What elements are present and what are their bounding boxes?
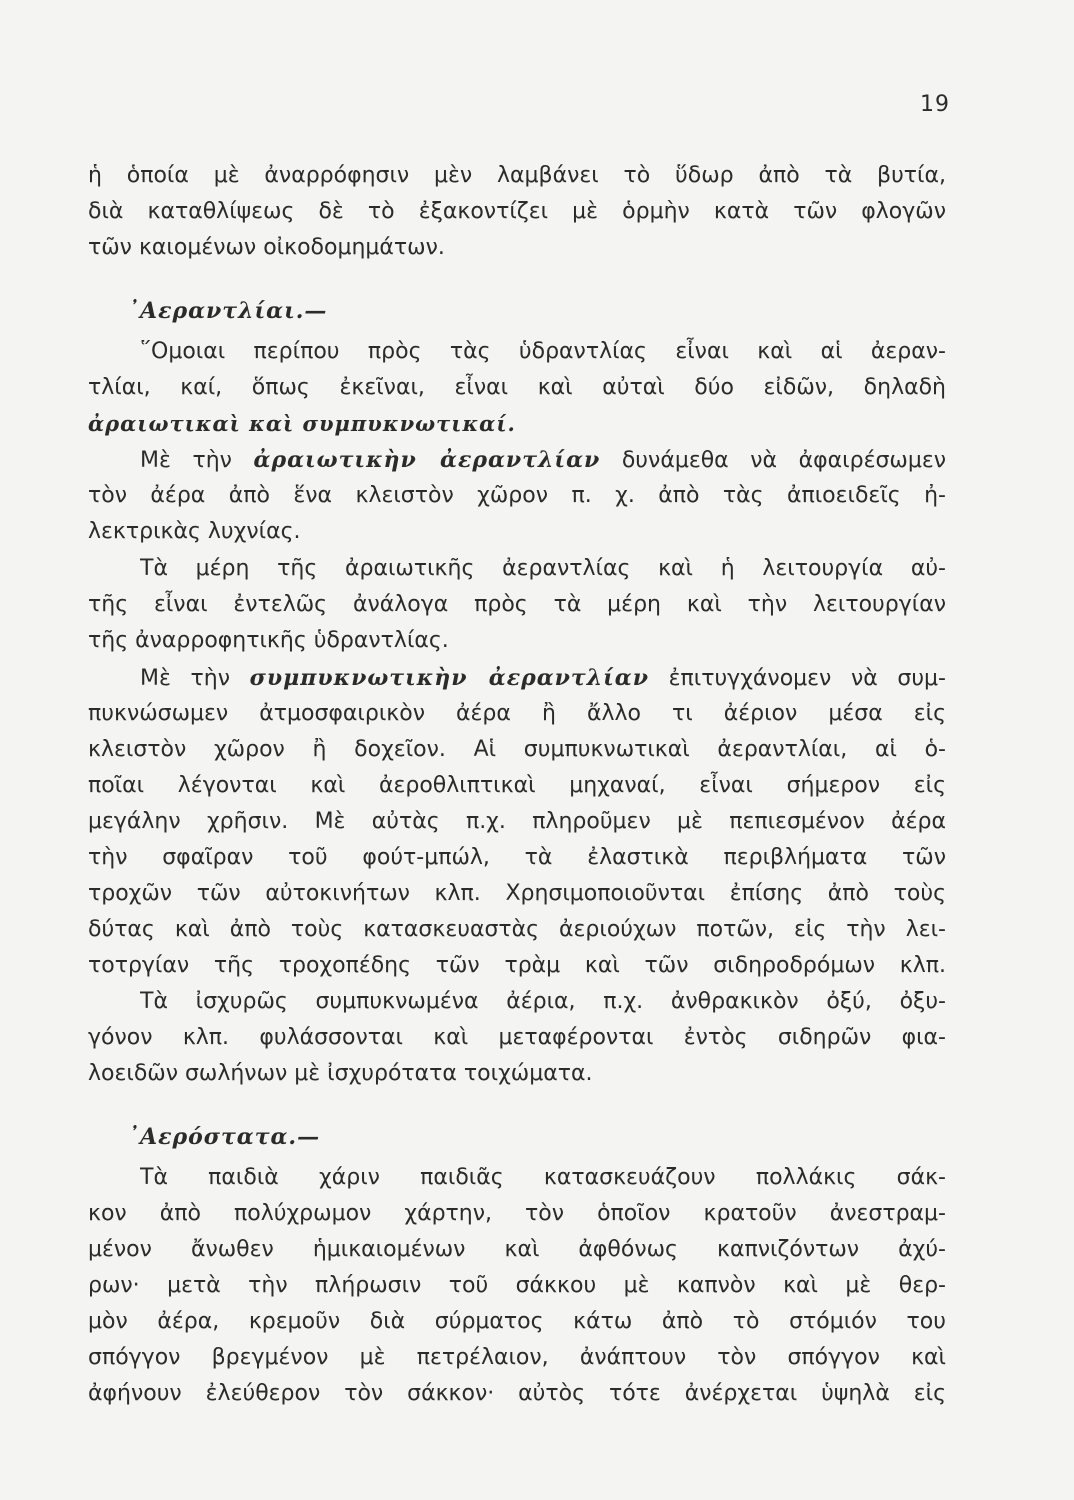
text-line: κλειστὸν χῶρον ἢ δοχεῖον. Αἱ συμπυκνωτικαὶ ἀεραντλίαι, αἱ ὁ- <box>88 737 946 762</box>
text-line: μένον ἄνωθεν ἡμικαιομένων καὶ ἀφθόνως καπνιζόντων ἀχύ- <box>88 1237 946 1262</box>
text-line: τὸν ἀέρα ἀπὸ ἕνα κλειστὸν χῶρον π. χ. ἀπὸ τὰς ἀπιοειδεῖς ἠ- <box>88 483 946 508</box>
text-line: τῆς ἀναρροφητικῆς ὑδραντλίας. <box>88 628 449 653</box>
text-line: Τὰ μέρη τῆς ἀραιωτικῆς ἀεραντλίας καὶ ἡ λειτουργία αὐ- <box>140 556 946 581</box>
text-run: ἐπιτυγχάνομεν νὰ συμ- <box>648 666 946 691</box>
text-run: Μὲ τὴν <box>140 666 250 691</box>
text-emphasis: ἀραιωτικὴν ἀεραντλίαν <box>253 447 601 473</box>
text-line: μὸν ἀέρα, κρεμοῦν διὰ σύρματος κάτω ἀπὸ τὸ στόμιόν του <box>88 1309 946 1334</box>
text-line: τῆς εἶναι ἐντελῶς ἀνάλογα πρὸς τὰ μέρη καὶ τὴν λειτουργίαν <box>88 592 946 617</box>
text-line: τλίαι, καί, ὅπως ἐκεῖναι, εἶναι καὶ αὐταὶ δύο εἰδῶν, δηλαδὴ <box>88 375 946 400</box>
text-line <box>140 444 946 476</box>
section-heading-air-pumps: ᾿Αεραντλίαι.— <box>128 298 328 324</box>
text-line: δύτας καὶ ἀπὸ τοὺς κατασκευαστὰς ἀεριούχων ποτῶν, εἰς τὴν λει- <box>88 917 946 942</box>
text-line <box>140 662 946 694</box>
text-line: ῞Ομοιαι περίπου πρὸς τὰς ὑδραντλίας εἶναι καὶ αἱ ἀεραν- <box>140 339 946 364</box>
text-line: πυκνώσωμεν ἀτμοσφαιρικὸν ἀέρα ἢ ἄλλο τι ἀέριον μέσα εἰς <box>88 701 946 726</box>
page-number: 19 <box>920 92 950 117</box>
text-line: μεγάλην χρῆσιν. Μὲ αὐτὰς π.χ. πληροῦμεν μὲ πεπιεσμένον ἀέρα <box>88 809 946 834</box>
text-line: Τὰ παιδιὰ χάριν παιδιᾶς κατασκευάζουν πολλάκις σάκ- <box>140 1165 946 1190</box>
text-line: τῶν καιομένων οἰκοδομημάτων. <box>88 235 445 260</box>
text-line: λοειδῶν σωλήνων μὲ ἰσχυρότατα τοιχώματα. <box>88 1061 593 1086</box>
text-line: τοτργίαν τῆς τροχοπέδης τῶν τρὰμ καὶ τῶν σιδηροδρόμων κλπ. <box>88 953 946 978</box>
text-line: τροχῶν τῶν αὐτοκινήτων κλπ. Χρησιμοποιοῦνται ἐπίσης ἀπὸ τοὺς <box>88 881 946 906</box>
text-line: ἀφήνουν ἐλεύθερον τὸν σάκκον· αὐτὸς τότε ἀνέρχεται ὑψηλὰ εἰς <box>88 1381 946 1406</box>
text-line: κον ἀπὸ πολύχρωμον χάρτην, τὸν ὁποῖον κρατοῦν ἀνεστραμ- <box>88 1201 946 1226</box>
text-line: λεκτρικὰς λυχνίας. <box>88 519 301 544</box>
text-line-emphasis: ἀραιωτικαὶ καὶ συμπυκνωτικαί. <box>88 411 516 436</box>
text-emphasis: συμπυκνωτικὴν ἀεραντλίαν <box>249 665 649 691</box>
text-line: ρων· μετὰ τὴν πλήρωσιν τοῦ σάκκου μὲ καπνὸν καὶ μὲ θερ- <box>88 1273 946 1298</box>
text-line: ἡ ὁποία μὲ ἀναρρόφησιν μὲν λαμβάνει τὸ ὕδωρ ἀπὸ τὰ βυτία, <box>88 163 946 188</box>
text-line: σπόγγον βρεγμένον μὲ πετρέλαιον, ἀνάπτουν τὸν σπόγγον καὶ <box>88 1345 946 1370</box>
text-line: Τὰ ἰσχυρῶς συμπυκνωμένα ἀέρια, π.χ. ἀνθρακικὸν ὀξύ, ὀξυ- <box>140 989 946 1014</box>
section-heading-balloons: ᾿Αερόστατα.— <box>128 1124 321 1150</box>
text-line: διὰ καταθλίψεως δὲ τὸ ἐξακοντίζει μὲ ὁρμὴν κατὰ τῶν φλογῶν <box>88 199 946 224</box>
text-line: ποῖαι λέγονται καὶ ἀεροθλιπτικαὶ μηχαναί, εἶναι σήμερον εἰς <box>88 773 946 798</box>
text-line: γόνον κλπ. φυλάσσονται καὶ μεταφέρονται ἐντὸς σιδηρῶν φια- <box>88 1025 946 1050</box>
text-line: τὴν σφαῖραν τοῦ φούτ-μπώλ, τὰ ἐλαστικὰ περιβλήματα τῶν <box>88 845 946 870</box>
text-run: Μὲ τὴν <box>140 448 254 473</box>
text-run: δυνάμεθα νὰ ἀφαιρέσωμεν <box>600 448 946 473</box>
